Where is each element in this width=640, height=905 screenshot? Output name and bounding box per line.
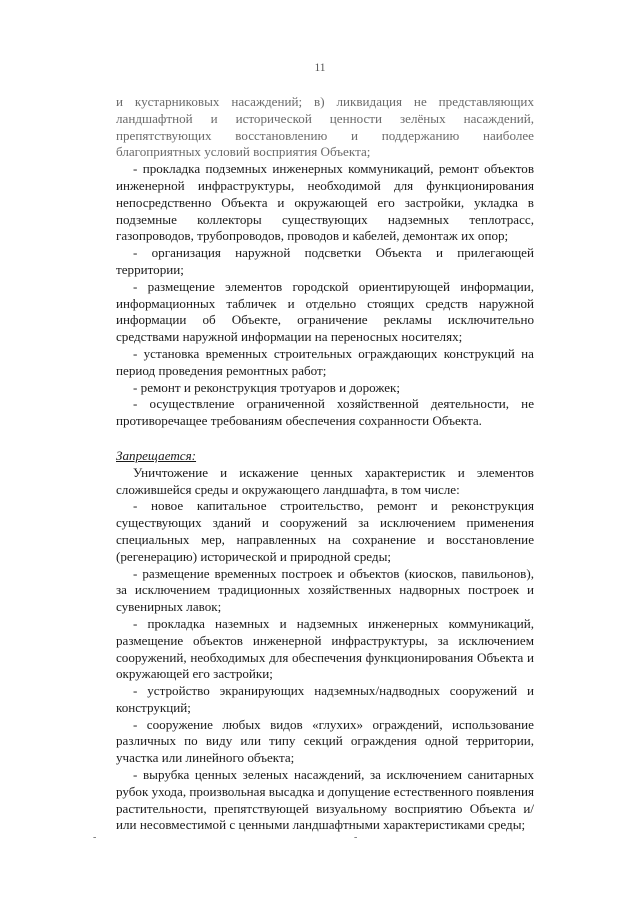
list-item: - установка временных строительных ограждающих конструкций на период проведения ремонтных работ; bbox=[116, 345, 534, 378]
page-number: 11 bbox=[314, 62, 326, 74]
list-item: - размещение временных построек и объектов (киосков, павильонов), за исключением традиционных хозяйственных надворных построек и сувенирных лавок; bbox=[116, 565, 534, 615]
section-heading-prohibited: Запрещается: bbox=[116, 447, 197, 463]
list-item: - новое капитальное строительство, ремонт и реконструкция существующих зданий и сооружений за исключением применения специальных мер, направленных на сохранение и восстановление (регенерацию) исторической и природной среды; bbox=[116, 498, 534, 564]
footer-mark: - bbox=[354, 832, 358, 843]
list-item: - сооружение любых видов «глухих» ограждений, использование различных по виду или типу секций ограждения одной территории, участка или линейного объекта; bbox=[116, 716, 534, 766]
list-item: - размещение элементов городской ориентирующей информации, информационных табличек и отдельно стоящих средств наружной информации об Объекте, ограничение рекламы исключительно средствами наружной информации на переносных носителях; bbox=[116, 278, 534, 345]
list-item: - организация наружной подсветки Объекта и прилегающей территории; bbox=[116, 245, 534, 277]
list-item: - прокладка наземных и надземных инженерных коммуникаций, размещение объектов инженерной инфраструктуры, за исключением сооружений, необходимых для обеспечения функционирования Объекта и окружающей его застройки; bbox=[116, 615, 534, 682]
list-item: - прокладка подземных инженерных коммуникаций, ремонт объектов инженерной инфраструктуры, необходимой для функционирования непосредственно Объекта и окружающей его застройки, укладка в подземные коллекторы существующих надземных теплотрасс, газопроводов, трубопроводов, проводов и кабелей, демонтаж их опор; bbox=[116, 161, 534, 244]
list-item: - устройство экранирующих надземных/надводных сооружений и конструкций; bbox=[116, 683, 534, 715]
list-item: - ремонт и реконструкция тротуаров и дорожек; bbox=[133, 379, 401, 395]
list-item: - вырубка ценных зеленых насаждений, за исключением санитарных рубок ухода, произвольная высадка и допущение естественного появления растительности, препятствующей визуальному восприятию Объекта и/или несовместимой с ценными ландшафтными характеристиками среды; bbox=[116, 767, 534, 833]
document-body bbox=[116, 94, 534, 834]
footer-mark: - bbox=[93, 832, 97, 843]
list-item: - осуществление ограниченной хозяйственной деятельности, не противоречащее требованиям обеспечения сохранности Объекта. bbox=[116, 396, 534, 429]
paragraph: и кустарниковых насаждений; в) ликвидация не представляющих ландшафтной и исторической ценности зелёных насаждений, препятствующих восстановлению и поддержанию наиболее благоприятных условий восприятия Объекта; bbox=[116, 94, 534, 160]
paragraph: Уничтожение и искажение ценных характеристик и элементов сложившейся среды и окружающего ландшафта, в том числе: bbox=[116, 464, 534, 497]
